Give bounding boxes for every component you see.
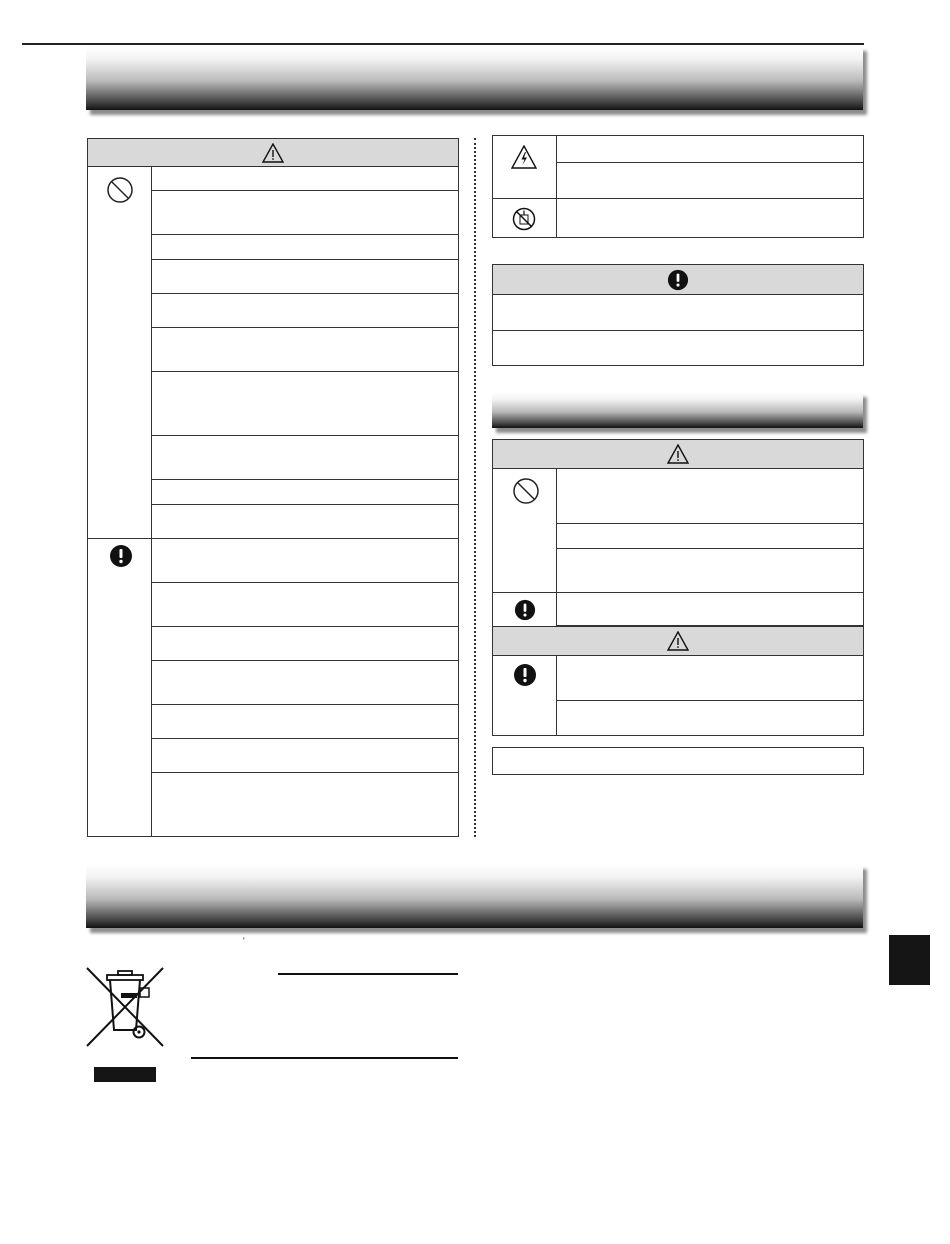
no-water-icon [512,207,536,231]
warning-triangle-icon [667,444,689,464]
prohibited-row-last [493,549,863,593]
prohibited-row [151,294,458,328]
section-banner-sub [492,392,863,428]
prohibited-row [151,260,458,294]
prohibited-row [556,524,863,549]
top-rule [22,43,864,45]
electric-shock-icon [511,145,537,169]
mandatory-row [151,773,458,836]
warning-table [87,138,459,837]
sub-warning-table [492,439,864,736]
mandatory-row [151,661,458,705]
prohibition-icon [106,176,134,204]
mandatory-row [151,627,458,661]
disposal-badge [94,1067,156,1082]
mandatory-icon [109,544,133,568]
caution-row [556,656,863,701]
crossed-out-bin-icon [85,966,165,1050]
prohibited-row [151,167,458,191]
disposal-text-line-1 [192,980,458,1000]
hazard-table [492,135,864,238]
warning-table-header [88,139,458,167]
electric-row [556,163,863,199]
disposal-text-line-2 [192,1005,458,1025]
section-banner-main [86,46,863,110]
prohibited-row [151,191,458,235]
note-box [492,747,864,775]
caution-row [493,331,863,365]
prohibited-row [151,328,458,372]
prohibited-row-last [88,505,458,539]
prohibited-row [151,235,458,260]
disposal-rule-top [278,973,458,975]
caution-row [493,295,863,331]
warning-triangle-icon [262,143,284,163]
prohibition-icon [512,477,540,505]
electric-row [556,136,863,163]
caution-row [556,701,863,735]
mandatory-row [151,705,458,739]
disposal-rule-bottom [191,1057,458,1059]
caution-table-header [493,265,863,295]
column-divider [474,138,476,837]
mandatory-icon [513,663,537,687]
mandatory-icon [667,269,689,291]
water-row [556,199,863,237]
prohibited-row [151,372,458,436]
mandatory-icon [514,599,536,621]
chapter-tab-marker [889,935,930,985]
mandatory-row [556,593,863,626]
caution-table [492,264,864,366]
sub-caution-header [493,626,863,656]
section-banner-disposal [86,864,863,928]
mandatory-row [151,539,458,583]
prohibited-row [151,436,458,480]
mandatory-row [151,739,458,773]
prohibited-row [151,480,458,505]
prohibited-row [556,469,863,524]
footnote-mark: ' [243,936,245,946]
sub-warning-header [493,440,863,469]
warning-triangle-icon [667,631,689,651]
mandatory-row [151,583,458,627]
